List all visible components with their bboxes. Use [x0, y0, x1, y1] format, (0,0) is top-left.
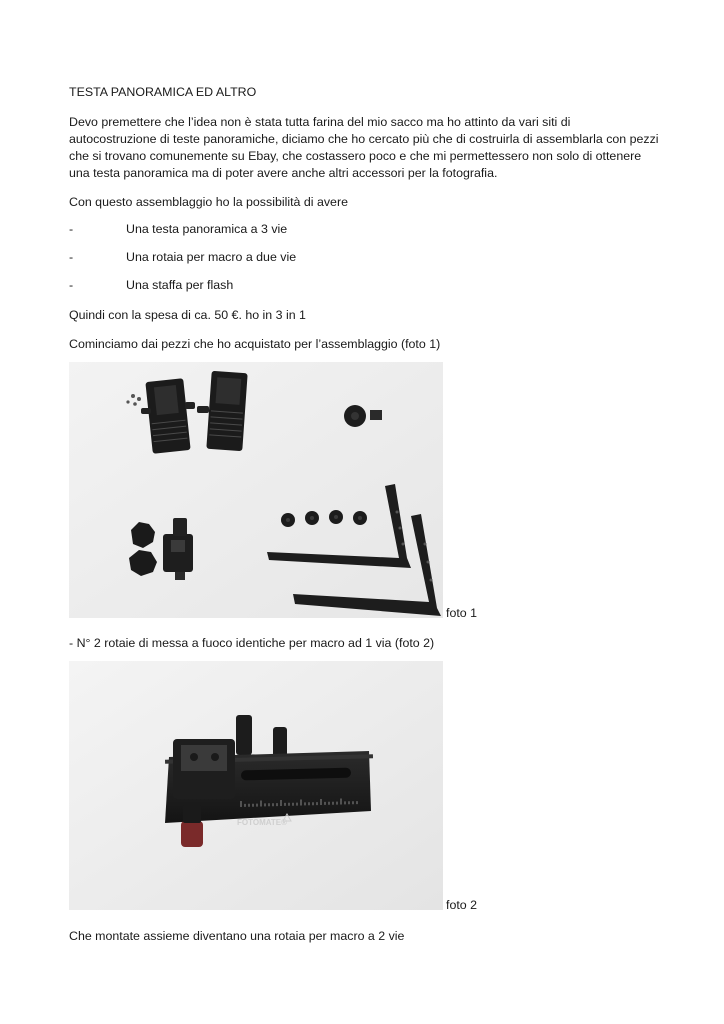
intro-line: autocostruzione di teste panoramiche, diciamo che ho cercato più che di costruirla di assemblarla con pezzi — [69, 132, 659, 146]
photo-1 — [69, 362, 443, 618]
bullet-text: Una rotaia per macro a due vie — [126, 250, 297, 264]
document-title: TESTA PANORAMICA ED ALTRO — [69, 85, 257, 99]
photo-2-caption: foto 2 — [446, 898, 478, 912]
photo-2 — [69, 661, 443, 910]
bullet-marker: - — [69, 278, 74, 292]
intro-line: che si trovano comunemente su Ebay, che costassero poco e che mi permettessero non solo di ottenere — [69, 149, 642, 163]
final-line: Che montate assieme diventano una rotaia per macro a 2 vie — [69, 929, 405, 943]
intro-line: una testa panoramica ma di poter avere anche altri accessori per la fotografia. — [69, 166, 498, 180]
fotomate-label: FOTOMATE® — [237, 818, 288, 827]
intro-line: Devo premettere che l’idea non è stata tutta farina del mio sacco ma ho attinto da vari siti di — [69, 115, 571, 129]
bullet-marker: - — [69, 250, 74, 264]
photo-2-illustration — [69, 661, 443, 910]
cost-line: Quindi con la spesa di ca. 50 €. ho in 3 in 1 — [69, 308, 306, 322]
photo-1-illustration — [69, 362, 443, 618]
photo-1-caption: foto 1 — [446, 606, 478, 620]
rails-line: - N° 2 rotaie di messa a fuoco identiche per macro ad 1 via (foto 2) — [69, 636, 435, 650]
bullet-text: Una testa panoramica a 3 vie — [126, 222, 288, 236]
assembly-intro: Con questo assemblaggio ho la possibilità di avere — [69, 195, 348, 209]
bullet-text: Una staffa per flash — [126, 278, 234, 292]
parts-line: Cominciamo dai pezzi che ho acquistato per l’assemblaggio (foto 1) — [69, 337, 441, 351]
bullet-marker: - — [69, 222, 74, 236]
